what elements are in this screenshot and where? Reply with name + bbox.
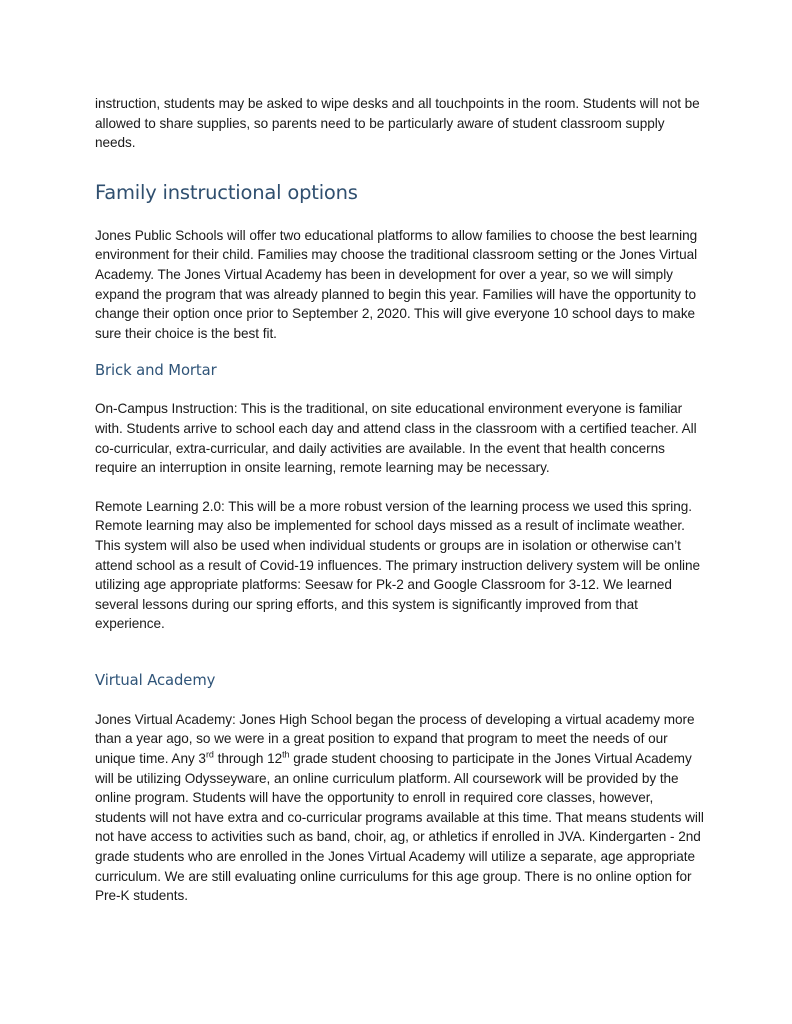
jva-text-part-1: Jones Virtual Academy: Jones High School began the process of developing a virtual academy more than a year ago, so we were in a great position to expand that program to meet the needs of our unique time. Any 3 xyxy=(95,711,695,767)
ordinal-suffix-rd: rd xyxy=(205,749,214,760)
ordinal-suffix-th: th xyxy=(282,749,290,760)
on-campus-paragraph: On-Campus Instruction: This is the traditional, on site educational environment everyone is familiar with. Students arrive to school each day and attend class in the classroom with a certified teacher. All co-curricular, extra-curricular, and daily activities are available. In the event that health concerns require an interruption in onsite learning, remote learning may be necessary. xyxy=(95,401,697,476)
brick-and-mortar-heading: Brick and Mortar xyxy=(95,362,217,380)
family-options-heading: Family instructional options xyxy=(95,180,358,204)
virtual-academy-paragraph xyxy=(95,710,705,906)
remote-learning-paragraph: Remote Learning 2.0: This will be a more robust version of the learning process we used this spring. Remote learning may also be implemented for school days missed as a result of inclimate weather. This system will also be used when individual students or groups are in isolation or otherwise can’t attend school as a result of Covid-19 influences. The primary instruction delivery system will be online utilizing age appropriate platforms: Seesaw for Pk-2 and Google Classroom for 3-12. We learned several lessons during our spring efforts, and this system is significantly improved from that experience. xyxy=(95,498,701,632)
intro-paragraph: instruction, students may be asked to wipe desks and all touchpoints in the room. Students will not be allowed to share supplies, so parents need to be particularly aware of student classroom supply needs. xyxy=(95,96,700,151)
jva-text-part-2: through 12 xyxy=(213,751,283,767)
jva-text-part-3: grade student choosing to participate in the Jones Virtual Academy will be utilizing Odysseyware, an online curriculum platform. All coursework will be provided by the online program. Students will have the opportunity to enroll in required core classes, however, students will not have extra and co-curricular programs available at this time. That means students will not have access to activities such as band, choir, ag, or athletics if enrolled in JVA. Kindergarten - 2nd grade students who are enrolled in the Jones Virtual Academy will utilize a separate, age appropriate curriculum. We are still evaluating online curriculums for this age group. There is no online option for Pre-K students. xyxy=(95,751,704,904)
virtual-academy-heading: Virtual Academy xyxy=(95,671,216,689)
page-content xyxy=(95,94,705,906)
family-options-paragraph: Jones Public Schools will offer two educational platforms to allow families to choose the best learning environment for their child. Families may choose the traditional classroom setting or the Jones Virtual Academy. The Jones Virtual Academy has been in development for over a year, so we will simply expand the program that was already planned to begin this year. Families will have the opportunity to change their option once prior to September 2, 2020. This will give everyone 10 school days to make sure their choice is the best fit. xyxy=(95,227,698,341)
